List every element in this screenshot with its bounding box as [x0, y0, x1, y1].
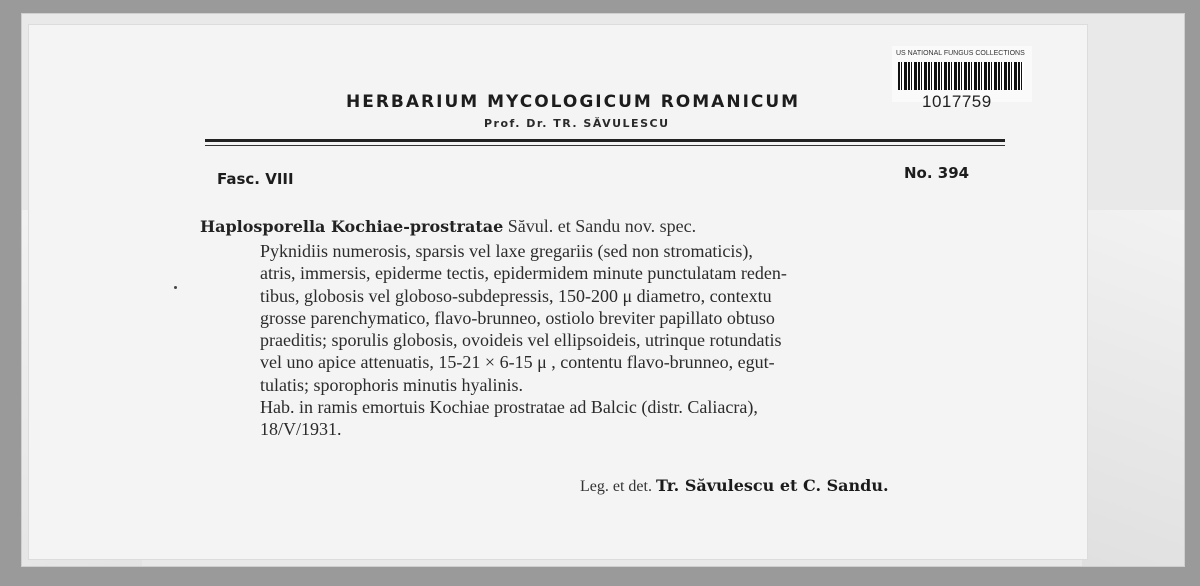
- collector-prefix: Leg. et det.: [580, 478, 652, 495]
- barcode-icon: [898, 62, 1024, 90]
- species-name: Haplosporella Kochiae-prostratae: [200, 217, 504, 236]
- paper-speck: [174, 286, 177, 289]
- barcode-number: 1017759: [922, 92, 992, 111]
- description-line: atris, immersis, epiderme tectis, epidermidem minute punctulatam reden-: [260, 263, 787, 284]
- header-divider-thick: [205, 139, 1005, 142]
- description-line: grosse parenchymatico, flavo-brunneo, ostiolo breviter papillato obtuso: [260, 307, 775, 328]
- description-line: praeditis; sporulis globosis, ovoideis vel ellipsoideis, utrinque rotundatis: [260, 330, 782, 351]
- envelope-flap-right: [1082, 210, 1184, 566]
- description-line: tulatis; sporophoris minutis hyalinis.: [260, 374, 524, 395]
- barcode-collection-name: US NATIONAL FUNGUS COLLECTIONS: [896, 50, 1025, 57]
- herbarium-subtitle: Prof. Dr. TR. SĂVULESCU: [484, 117, 670, 130]
- description-line: tibus, globosis vel globoso-subdepressis, 150-200 μ diametro, contextu: [260, 285, 772, 306]
- species-heading: [200, 216, 696, 237]
- collector-line: [580, 476, 889, 496]
- habitat-line: Hab. in ramis emortuis Kochiae prostratae ad Balcic (distr. Caliacra),: [260, 397, 758, 418]
- herbarium-title: HERBARIUM MYCOLOGICUM ROMANICUM: [346, 92, 801, 112]
- specimen-number: No. 394: [904, 164, 970, 182]
- header-divider-thin: [205, 145, 1005, 146]
- description-line: Pyknidiis numerosis, sparsis vel laxe gregariis (sed non stromaticis),: [260, 241, 753, 261]
- species-authority: Săvul. et Sandu nov. spec.: [507, 216, 697, 236]
- collector-names: Tr. Săvulescu et C. Sandu.: [655, 476, 889, 495]
- description-line: vel uno apice attenuatis, 15-21 × 6-15 μ , contentu flavo-brunneo, egut-: [260, 352, 775, 373]
- collection-date: 18/V/1931.: [260, 419, 342, 440]
- species-description: [260, 240, 1020, 441]
- fascicle-number: Fasc. VIII: [217, 170, 294, 188]
